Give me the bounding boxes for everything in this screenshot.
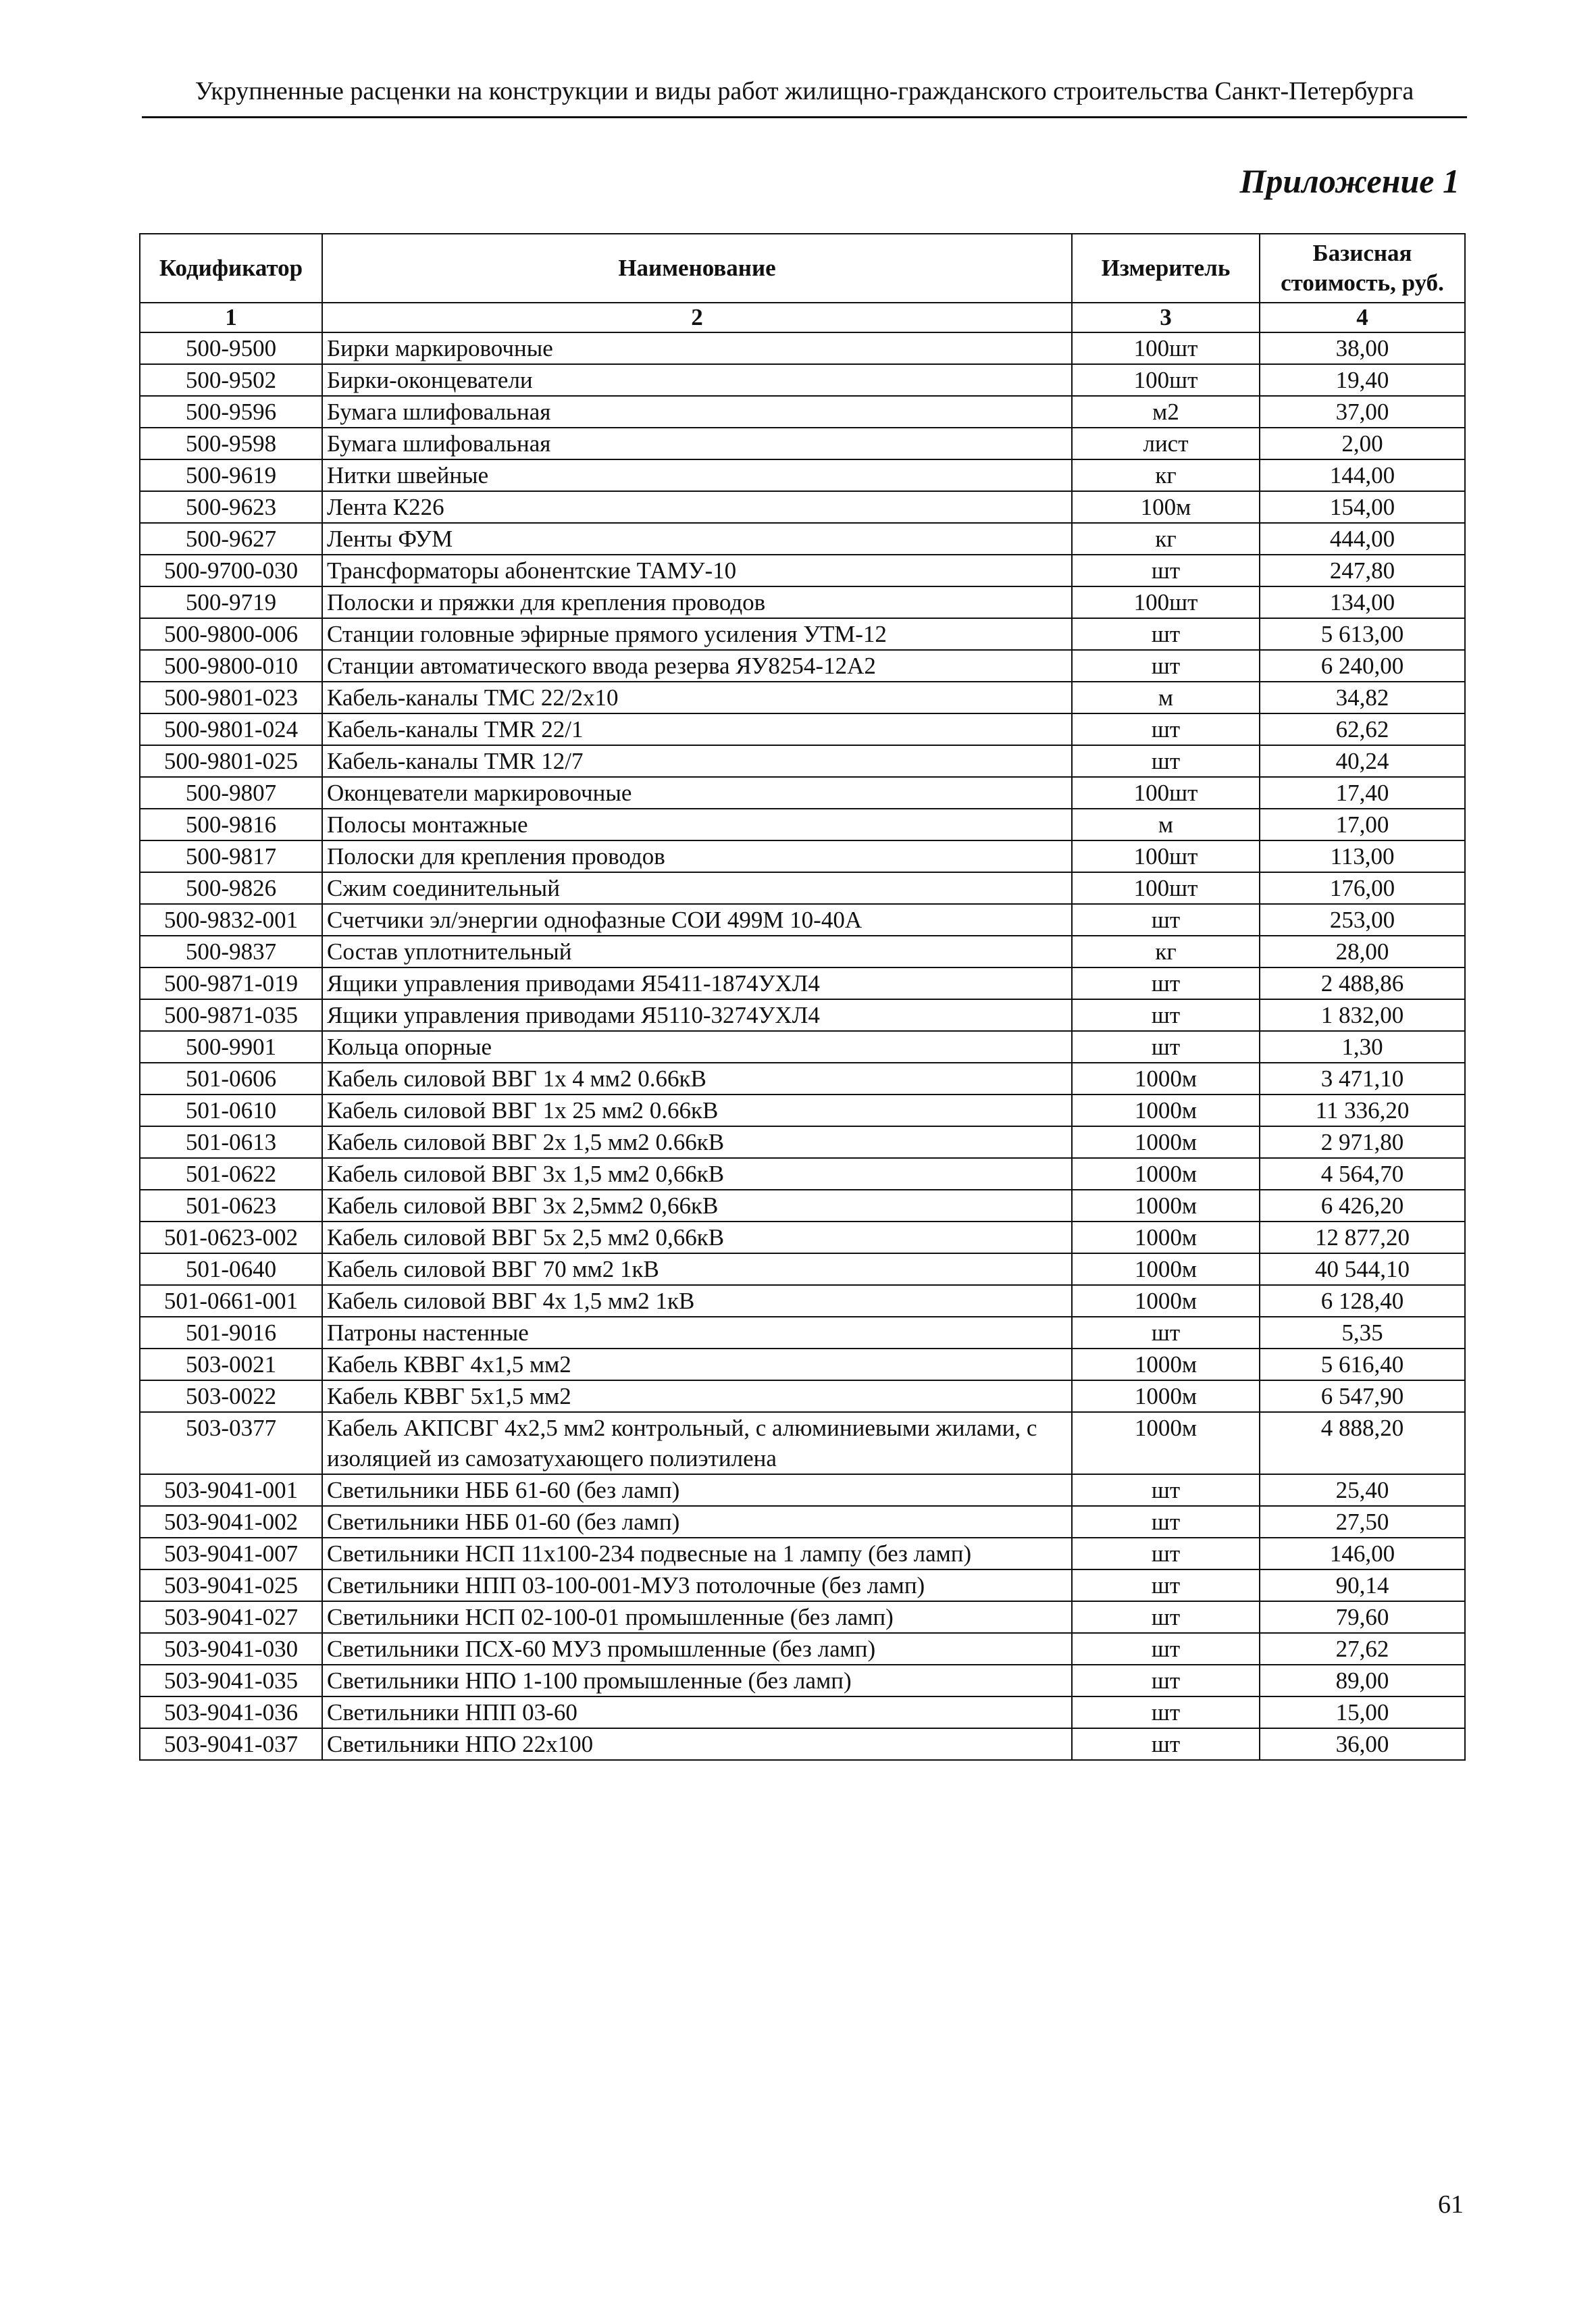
table-row — [140, 809, 1465, 840]
cost-cell: 89,00 — [1260, 1665, 1465, 1696]
name-cell: Светильники ПСХ-60 МУ3 промышленные (без ламп) — [322, 1633, 1072, 1665]
cost-cell: 27,50 — [1260, 1506, 1465, 1538]
name-cell: Светильники НББ 01-60 (без ламп) — [322, 1506, 1072, 1538]
name-cell: Светильники НПП 03-100-001-МУ3 потолочные (без ламп) — [322, 1569, 1072, 1601]
unit-cell: шт — [1072, 1569, 1260, 1601]
code-cell: 501-0623-002 — [140, 1222, 322, 1253]
unit-cell: кг — [1072, 459, 1260, 491]
code-cell: 503-9041-025 — [140, 1569, 322, 1601]
unit-cell: 1000м — [1072, 1222, 1260, 1253]
table-row — [140, 1063, 1465, 1095]
code-cell: 501-0623 — [140, 1190, 322, 1222]
unit-cell: 100шт — [1072, 840, 1260, 872]
unit-cell: м — [1072, 682, 1260, 713]
table-row — [140, 999, 1465, 1031]
cost-cell: 113,00 — [1260, 840, 1465, 872]
table-row — [140, 1253, 1465, 1285]
table-row — [140, 1538, 1465, 1569]
name-cell: Светильники НСП 11х100-234 подвесные на 1 лампу (без ламп) — [322, 1538, 1072, 1569]
name-cell: Кабель-каналы TMR 22/1 — [322, 713, 1072, 745]
cost-cell: 176,00 — [1260, 872, 1465, 904]
unit-cell: шт — [1072, 1633, 1260, 1665]
cost-cell: 17,40 — [1260, 777, 1465, 809]
cost-cell: 5 613,00 — [1260, 618, 1465, 650]
code-cell: 500-9871-019 — [140, 967, 322, 999]
cost-cell: 253,00 — [1260, 904, 1465, 936]
name-cell: Трансформаторы абонентские ТАМУ-10 — [322, 555, 1072, 586]
name-cell: Полоски и пряжки для крепления проводов — [322, 586, 1072, 618]
column-header-cost: Базисная стоимость, руб. — [1260, 234, 1465, 303]
unit-cell: шт — [1072, 904, 1260, 936]
table-row — [140, 1095, 1465, 1126]
table-row — [140, 555, 1465, 586]
cost-cell: 154,00 — [1260, 491, 1465, 523]
cost-cell: 2,00 — [1260, 428, 1465, 459]
unit-cell: шт — [1072, 713, 1260, 745]
unit-cell: шт — [1072, 1474, 1260, 1506]
name-cell: Оконцеватели маркировочные — [322, 777, 1072, 809]
unit-cell: шт — [1072, 1538, 1260, 1569]
code-cell: 500-9800-006 — [140, 618, 322, 650]
table-body — [140, 332, 1465, 1760]
name-cell: Кабель силовой ВВГ 1х 4 мм2 0.66кВ — [322, 1063, 1072, 1095]
name-cell: Кабель-каналы ТМС 22/2х10 — [322, 682, 1072, 713]
page-number: 61 — [1438, 2190, 1464, 2219]
cost-cell: 28,00 — [1260, 936, 1465, 967]
unit-cell: 1000м — [1072, 1126, 1260, 1158]
name-cell: Сжим соединительный — [322, 872, 1072, 904]
cost-cell: 6 426,20 — [1260, 1190, 1465, 1222]
table-row — [140, 713, 1465, 745]
table-row — [140, 523, 1465, 555]
unit-cell: кг — [1072, 523, 1260, 555]
table-row — [140, 1633, 1465, 1665]
cost-cell: 247,80 — [1260, 555, 1465, 586]
unit-cell: шт — [1072, 1601, 1260, 1633]
name-cell: Светильники НББ 61-60 (без ламп) — [322, 1474, 1072, 1506]
cost-cell: 37,00 — [1260, 396, 1465, 428]
table-row — [140, 777, 1465, 809]
name-cell: Счетчики эл/энергии однофазные СОИ 499М 10-40А — [322, 904, 1072, 936]
name-cell: Лента К226 — [322, 491, 1072, 523]
name-cell: Кабель силовой ВВГ 5х 2,5 мм2 0,66кВ — [322, 1222, 1072, 1253]
table-header-row — [140, 234, 1465, 303]
unit-cell: 1000м — [1072, 1253, 1260, 1285]
table-row — [140, 1380, 1465, 1412]
cost-cell: 134,00 — [1260, 586, 1465, 618]
code-cell: 500-9596 — [140, 396, 322, 428]
code-cell: 500-9801-025 — [140, 745, 322, 777]
name-cell: Полосы монтажные — [322, 809, 1072, 840]
table-row — [140, 1349, 1465, 1380]
price-table-container — [139, 233, 1466, 1761]
unit-cell: 1000м — [1072, 1349, 1260, 1380]
unit-cell: м — [1072, 809, 1260, 840]
code-cell: 503-9041-036 — [140, 1696, 322, 1728]
code-cell: 501-0640 — [140, 1253, 322, 1285]
table-row — [140, 586, 1465, 618]
table-row — [140, 1665, 1465, 1696]
cost-cell: 62,62 — [1260, 713, 1465, 745]
cost-cell: 27,62 — [1260, 1633, 1465, 1665]
unit-cell: шт — [1072, 967, 1260, 999]
code-cell: 503-0377 — [140, 1412, 322, 1474]
unit-cell: 1000м — [1072, 1063, 1260, 1095]
unit-cell: шт — [1072, 1696, 1260, 1728]
code-cell: 503-9041-035 — [140, 1665, 322, 1696]
code-cell: 500-9619 — [140, 459, 322, 491]
code-cell: 501-0606 — [140, 1063, 322, 1095]
name-cell: Бумага шлифовальная — [322, 396, 1072, 428]
table-row — [140, 428, 1465, 459]
table-row — [140, 1126, 1465, 1158]
table-row — [140, 682, 1465, 713]
table-row — [140, 1158, 1465, 1190]
code-cell: 503-9041-027 — [140, 1601, 322, 1633]
table-row — [140, 840, 1465, 872]
code-cell: 503-9041-037 — [140, 1728, 322, 1760]
column-number: 2 — [322, 303, 1072, 332]
name-cell: Светильники НПП 03-60 — [322, 1696, 1072, 1728]
code-cell: 501-9016 — [140, 1317, 322, 1349]
unit-cell: шт — [1072, 1031, 1260, 1063]
cost-cell: 19,40 — [1260, 364, 1465, 396]
cost-cell: 15,00 — [1260, 1696, 1465, 1728]
cost-cell: 34,82 — [1260, 682, 1465, 713]
table-row — [140, 1412, 1465, 1474]
table-row — [140, 618, 1465, 650]
code-cell: 500-9801-023 — [140, 682, 322, 713]
column-number: 1 — [140, 303, 322, 332]
column-number: 4 — [1260, 303, 1465, 332]
table-row — [140, 459, 1465, 491]
cost-cell: 1 832,00 — [1260, 999, 1465, 1031]
cost-cell: 4 888,20 — [1260, 1412, 1465, 1474]
name-cell: Кабель-каналы TMR 12/7 — [322, 745, 1072, 777]
code-cell: 500-9816 — [140, 809, 322, 840]
code-cell: 500-9871-035 — [140, 999, 322, 1031]
code-cell: 503-9041-001 — [140, 1474, 322, 1506]
unit-cell: 1000м — [1072, 1285, 1260, 1317]
table-row — [140, 936, 1465, 967]
cost-cell: 79,60 — [1260, 1601, 1465, 1633]
unit-cell: 1000м — [1072, 1095, 1260, 1126]
name-cell: Бумага шлифовальная — [322, 428, 1072, 459]
code-cell: 500-9598 — [140, 428, 322, 459]
name-cell: Светильники НПО 22х100 — [322, 1728, 1072, 1760]
column-header-unit: Измеритель — [1072, 234, 1260, 303]
table-row — [140, 1474, 1465, 1506]
name-cell: Светильники НСП 02-100-01 промышленные (без ламп) — [322, 1601, 1072, 1633]
code-cell: 500-9807 — [140, 777, 322, 809]
table-row — [140, 1031, 1465, 1063]
unit-cell: шт — [1072, 1728, 1260, 1760]
unit-cell: 100шт — [1072, 872, 1260, 904]
code-cell: 500-9801-024 — [140, 713, 322, 745]
table-row — [140, 1569, 1465, 1601]
table-row — [140, 967, 1465, 999]
name-cell: Кабель силовой ВВГ 2х 1,5 мм2 0.66кВ — [322, 1126, 1072, 1158]
name-cell: Кабель АКПСВГ 4х2,5 мм2 контрольный, с алюминиевыми жилами, с изоляцией из самозатухающего полиэтилена — [322, 1412, 1072, 1474]
name-cell: Кольца опорные — [322, 1031, 1072, 1063]
code-cell: 501-0610 — [140, 1095, 322, 1126]
name-cell: Ящики управления приводами Я5411-1874УХЛ4 — [322, 967, 1072, 999]
table-row — [140, 1222, 1465, 1253]
unit-cell: 1000м — [1072, 1158, 1260, 1190]
code-cell: 500-9901 — [140, 1031, 322, 1063]
cost-cell: 5,35 — [1260, 1317, 1465, 1349]
cost-cell: 2 488,86 — [1260, 967, 1465, 999]
code-cell: 500-9700-030 — [140, 555, 322, 586]
page-header: Укрупненные расценки на конструкции и виды работ жилищно-гражданского строительства Санкт-Петербурга — [195, 77, 1414, 105]
code-cell: 501-0613 — [140, 1126, 322, 1158]
name-cell: Кабель силовой ВВГ 70 мм2 1кВ — [322, 1253, 1072, 1285]
header-rule — [142, 116, 1467, 118]
unit-cell: шт — [1072, 1665, 1260, 1696]
table-row — [140, 1728, 1465, 1760]
name-cell: Кабель КВВГ 4х1,5 мм2 — [322, 1349, 1072, 1380]
code-cell: 503-0021 — [140, 1349, 322, 1380]
code-cell: 500-9817 — [140, 840, 322, 872]
unit-cell: 100шт — [1072, 777, 1260, 809]
cost-cell: 444,00 — [1260, 523, 1465, 555]
name-cell: Станции автоматического ввода резерва ЯУ8254-12А2 — [322, 650, 1072, 682]
column-numbering-row — [140, 303, 1465, 332]
code-cell: 503-9041-002 — [140, 1506, 322, 1538]
table-row — [140, 1190, 1465, 1222]
cost-cell: 6 128,40 — [1260, 1285, 1465, 1317]
cost-cell: 12 877,20 — [1260, 1222, 1465, 1253]
unit-cell: шт — [1072, 1317, 1260, 1349]
column-header-name: Наименование — [322, 234, 1072, 303]
code-cell: 500-9719 — [140, 586, 322, 618]
name-cell: Светильники НПО 1-100 промышленные (без ламп) — [322, 1665, 1072, 1696]
unit-cell: 1000м — [1072, 1190, 1260, 1222]
table-row — [140, 1317, 1465, 1349]
name-cell: Кабель силовой ВВГ 4х 1,5 мм2 1кВ — [322, 1285, 1072, 1317]
table-row — [140, 1696, 1465, 1728]
name-cell: Кабель силовой ВВГ 3х 1,5 мм2 0,66кВ — [322, 1158, 1072, 1190]
table-row — [140, 1601, 1465, 1633]
cost-cell: 40,24 — [1260, 745, 1465, 777]
code-cell: 500-9502 — [140, 364, 322, 396]
name-cell: Кабель КВВГ 5х1,5 мм2 — [322, 1380, 1072, 1412]
name-cell: Полоски для крепления проводов — [322, 840, 1072, 872]
cost-cell: 5 616,40 — [1260, 1349, 1465, 1380]
table-row — [140, 872, 1465, 904]
unit-cell: 1000м — [1072, 1412, 1260, 1474]
unit-cell: шт — [1072, 745, 1260, 777]
code-cell: 500-9500 — [140, 332, 322, 364]
unit-cell: 100м — [1072, 491, 1260, 523]
unit-cell: 100шт — [1072, 332, 1260, 364]
table-row — [140, 1285, 1465, 1317]
code-cell: 503-9041-030 — [140, 1633, 322, 1665]
code-cell: 500-9800-010 — [140, 650, 322, 682]
name-cell: Ленты ФУМ — [322, 523, 1072, 555]
code-cell: 503-0022 — [140, 1380, 322, 1412]
name-cell: Состав уплотнительный — [322, 936, 1072, 967]
cost-cell: 6 240,00 — [1260, 650, 1465, 682]
name-cell: Станции головные эфирные прямого усиления УТМ-12 — [322, 618, 1072, 650]
cost-cell: 144,00 — [1260, 459, 1465, 491]
cost-cell: 4 564,70 — [1260, 1158, 1465, 1190]
table-row — [140, 904, 1465, 936]
table-row — [140, 364, 1465, 396]
table-row — [140, 745, 1465, 777]
cost-cell: 146,00 — [1260, 1538, 1465, 1569]
code-cell: 500-9623 — [140, 491, 322, 523]
cost-cell: 36,00 — [1260, 1728, 1465, 1760]
column-number: 3 — [1072, 303, 1260, 332]
cost-cell: 11 336,20 — [1260, 1095, 1465, 1126]
cost-cell: 2 971,80 — [1260, 1126, 1465, 1158]
unit-cell: м2 — [1072, 396, 1260, 428]
unit-cell: шт — [1072, 555, 1260, 586]
name-cell: Бирки-оконцеватели — [322, 364, 1072, 396]
table-row — [140, 332, 1465, 364]
table-row — [140, 396, 1465, 428]
code-cell: 500-9837 — [140, 936, 322, 967]
code-cell: 501-0661-001 — [140, 1285, 322, 1317]
table-row — [140, 491, 1465, 523]
cost-cell: 25,40 — [1260, 1474, 1465, 1506]
code-cell: 503-9041-007 — [140, 1538, 322, 1569]
code-cell: 500-9826 — [140, 872, 322, 904]
cost-cell: 1,30 — [1260, 1031, 1465, 1063]
price-table — [139, 233, 1466, 1761]
cost-cell: 3 471,10 — [1260, 1063, 1465, 1095]
name-cell: Кабель силовой ВВГ 1х 25 мм2 0.66кВ — [322, 1095, 1072, 1126]
name-cell: Ящики управления приводами Я5110-3274УХЛ4 — [322, 999, 1072, 1031]
unit-cell: лист — [1072, 428, 1260, 459]
cost-cell: 90,14 — [1260, 1569, 1465, 1601]
unit-cell: 100шт — [1072, 586, 1260, 618]
code-cell: 500-9832-001 — [140, 904, 322, 936]
column-header-code: Кодификатор — [140, 234, 322, 303]
cost-cell: 40 544,10 — [1260, 1253, 1465, 1285]
name-cell: Нитки швейные — [322, 459, 1072, 491]
unit-cell: шт — [1072, 999, 1260, 1031]
unit-cell: 1000м — [1072, 1380, 1260, 1412]
name-cell: Кабель силовой ВВГ 3х 2,5мм2 0,66кВ — [322, 1190, 1072, 1222]
unit-cell: 100шт — [1072, 364, 1260, 396]
table-row — [140, 650, 1465, 682]
unit-cell: кг — [1072, 936, 1260, 967]
code-cell: 500-9627 — [140, 523, 322, 555]
unit-cell: шт — [1072, 618, 1260, 650]
cost-cell: 17,00 — [1260, 809, 1465, 840]
table-row — [140, 1506, 1465, 1538]
cost-cell: 6 547,90 — [1260, 1380, 1465, 1412]
unit-cell: шт — [1072, 650, 1260, 682]
code-cell: 501-0622 — [140, 1158, 322, 1190]
cost-cell: 38,00 — [1260, 332, 1465, 364]
appendix-title: Приложение 1 — [1239, 162, 1460, 200]
name-cell: Патроны настенные — [322, 1317, 1072, 1349]
name-cell: Бирки маркировочные — [322, 332, 1072, 364]
unit-cell: шт — [1072, 1506, 1260, 1538]
